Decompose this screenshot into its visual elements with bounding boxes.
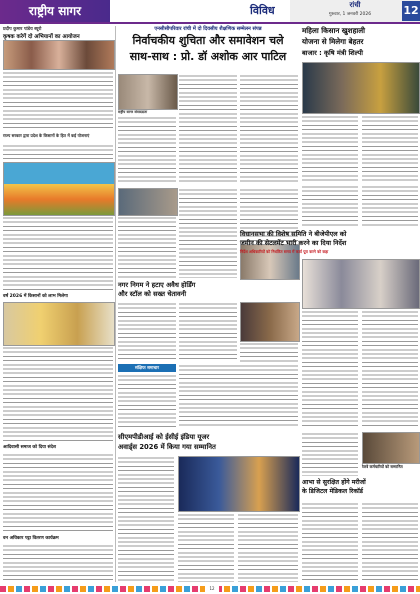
column-divider: [115, 26, 116, 582]
right-mid-story: [302, 185, 418, 227]
right-top-body: [302, 62, 418, 182]
asha-headline-2: के डिजिटल मेडिकल रिकॉर्ड: [302, 488, 363, 495]
main-photo-speaker: [118, 74, 178, 110]
right-headline-2: योजना से मिलेगा बेहतर: [302, 37, 364, 46]
main-headline-2: साथ-साथ : प्रो. डॉ अशोक आर पाटिल: [129, 50, 287, 63]
cmpdi-col-a: [118, 456, 174, 582]
nn-col-c: [179, 302, 237, 362]
mid-col-a: [118, 216, 176, 278]
nn-col-e: [179, 364, 298, 428]
mid-col-b: [179, 188, 237, 278]
box-title: संक्षिप्त समाचार: [118, 364, 176, 372]
main-kicker: एनसीसीपरिवार रांची में दो दिवसीय शैक्षणिक सम्मेलन संपन्न: [154, 26, 262, 32]
right-col-b: [362, 115, 418, 182]
section-title: विविध: [250, 4, 275, 17]
col1-headline-4: वन अधिकार पट्टा वितरण कार्यक्रम: [3, 536, 59, 541]
rm-col-a: [302, 185, 358, 227]
col1-body-1: [3, 71, 113, 131]
cmpdi-col-b: [178, 513, 234, 582]
col1-headline: कृषक करेगें दो अभियानों का आयोजन: [3, 34, 80, 40]
col1-headline-2: वर्ष 2026 में किसानों को लाभ मिलेगा: [3, 294, 68, 299]
cmpdi-header: [118, 432, 298, 454]
left-column: [3, 26, 113, 582]
edition-city: रांची: [349, 1, 361, 9]
col1-subhead: राज्य सरकार द्वारा प्रदेश के किसानों के हित में कई योजनाएं: [3, 133, 90, 138]
main-col-a: [118, 116, 176, 184]
mid-headline-2: और स्टॉल को सख्त चेतावनी: [118, 290, 187, 298]
nn-col-b: [118, 374, 176, 428]
asha-top: [302, 432, 418, 476]
cmpdi-headline-1: सीएमपीडीआई को ईसीई इंडिया यूजर: [118, 433, 210, 441]
right-col-a: [302, 115, 358, 182]
rm-col-b: [362, 185, 418, 227]
right-headline-3: बाजार : कृषि मंत्री शिल्पी: [302, 49, 363, 57]
main-byline: राष्ट्रीय सागर संवाददाता: [118, 110, 148, 114]
col1-byline: प्रदीप कुमार पांडेय ब्यूरो: [3, 27, 42, 32]
cmpdi-col-c: [238, 513, 298, 582]
col1-body-3: [3, 216, 113, 291]
power-header: [240, 230, 418, 258]
nagar-nigam-right: [179, 302, 298, 428]
asha-col-top-a: [302, 432, 358, 476]
main-headline-1: निर्वाचकीय शुचिता और समावेशन चले: [132, 34, 284, 47]
page-number: 12: [402, 1, 420, 21]
asha-col-a: [302, 502, 358, 582]
masthead-rule: [0, 22, 420, 24]
col1-body-6: [3, 544, 113, 582]
asha-col-b: [362, 502, 418, 582]
nn-photo: [240, 302, 300, 342]
main-col-c: [240, 74, 298, 184]
power-headline-1: विधानसभा की विशेष समिति ने बीजेपीएल को: [240, 230, 347, 238]
photo-dancers: [3, 162, 115, 216]
small-spacer: [240, 432, 298, 433]
right-photo-ceremony: [302, 62, 420, 114]
asha-photo: [362, 432, 420, 464]
nagar-nigam-header: [118, 281, 298, 301]
main-story-header: [118, 26, 298, 72]
masthead-spacer: [110, 0, 250, 22]
col1-body-4: [3, 346, 113, 442]
nn-col-d: [240, 342, 298, 362]
power-headline-2: जमीन की सेटलमेंट भारी करने का दिया निर्देश: [240, 239, 347, 247]
power-photo-meeting: [302, 259, 420, 309]
mid-story: [118, 188, 238, 278]
col1-headline-3: आदिवासी समाज को दिया संदेश: [3, 445, 56, 450]
mid-photo: [118, 188, 178, 216]
power-kicker: निर्देश अधिकारियों को निर्धारित समय में कार्य पूरा करने को कहा: [240, 249, 329, 254]
nn-col-a: [118, 302, 176, 362]
nagar-nigam-story: [118, 302, 176, 428]
mid-headline-1: नगर निगम ने हटाए अवैध होर्डिंग: [118, 281, 196, 289]
right-top-header: [302, 26, 418, 60]
cmpdi-photo-award: [178, 456, 300, 512]
asha-story: [302, 502, 418, 582]
power-story: [302, 259, 418, 429]
masthead: [0, 0, 420, 22]
small-headline: रेलवे कर्मचारियों को सम्मानित: [362, 464, 403, 469]
main-story-body: [118, 74, 298, 184]
footer-page-label: 12: [205, 586, 219, 592]
photo-grain: [3, 302, 115, 346]
asha-header: [302, 478, 418, 500]
power-col-b: [362, 310, 418, 429]
photo-collage: [3, 40, 115, 70]
asha-headline-1: आभा से सुरक्षित होंगे मरीजों: [302, 479, 366, 486]
cmpdi-headline-2: अवार्ड्स 2026 में किया गया सम्मानित: [118, 443, 216, 451]
power-col-a: [302, 310, 358, 429]
main-col-b: [179, 74, 237, 184]
col1-body-2: [3, 144, 113, 160]
edition-date: गुरुवार, 1 जनवरी 2026: [328, 12, 372, 17]
cmpdi-story: [118, 456, 298, 582]
masthead-brand: राष्ट्रीय सागर: [0, 0, 110, 22]
col1-body-5: [3, 453, 113, 533]
right-headline-1: महिला किसान खुशहाली: [302, 26, 365, 35]
